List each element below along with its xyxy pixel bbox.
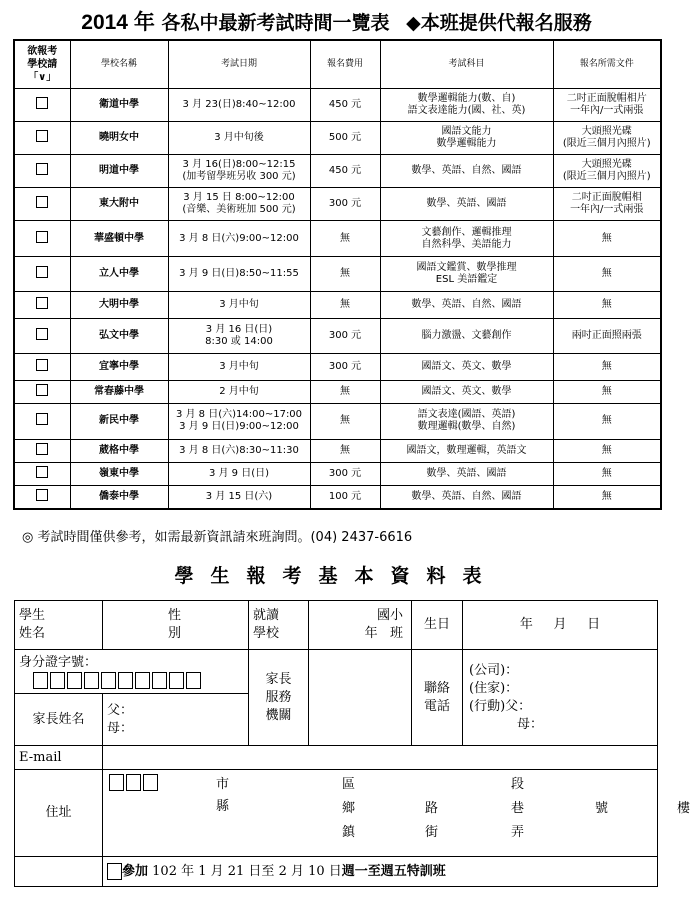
exam-date xyxy=(168,404,310,439)
checkbox[interactable] xyxy=(36,196,48,208)
col-header-check: 欲報考 學校請 「∨」 xyxy=(14,40,70,88)
exam-date xyxy=(168,292,310,319)
exam-fee: 無 xyxy=(310,404,380,439)
select-school-checkbox[interactable] xyxy=(14,354,70,381)
subjects-line: 數學、英語、自然、國語 xyxy=(411,491,522,503)
form-row-student xyxy=(15,601,658,650)
subjects-line: 數學、英語、自然、國語 xyxy=(411,165,522,177)
exam-fee: 無 xyxy=(310,292,380,319)
exam-note: ◎ 考試時間僅供參考，如需最新資訊請來班詢問。(04) 2437-6616 xyxy=(22,530,413,545)
id-digit-box[interactable] xyxy=(84,672,99,689)
docs-line: 無 xyxy=(601,361,612,373)
subjects-line: ESL 美語鑑定 xyxy=(435,274,498,286)
parent-org-label: 家長 服務 機關 xyxy=(249,650,309,746)
required-docs xyxy=(553,354,661,381)
select-school-checkbox[interactable] xyxy=(14,188,70,221)
date-line: 3 月中旬 xyxy=(219,361,259,373)
required-docs xyxy=(553,221,661,256)
form-row-id xyxy=(15,650,658,694)
checkbox[interactable] xyxy=(36,231,48,243)
exam-date xyxy=(168,121,310,154)
school-name: 弘文中學 xyxy=(70,318,168,353)
docs-line: 無 xyxy=(601,232,612,244)
exam-subjects xyxy=(380,462,553,485)
form-row-address xyxy=(15,770,658,857)
subjects-line: 數學、英語、國語 xyxy=(426,468,507,479)
select-school-checkbox[interactable] xyxy=(14,380,70,403)
required-docs xyxy=(553,380,661,403)
date-line: 3 月 23(日)8:40~12:00 xyxy=(182,98,296,110)
select-school-checkbox[interactable] xyxy=(14,318,70,353)
contact-phone-field[interactable]: (公司)： (住家)： (行動)父： 母： xyxy=(463,650,658,746)
docs-line: (限近三個月內照片) xyxy=(562,171,651,183)
exam-fee: 450 元 xyxy=(310,88,380,121)
table-row xyxy=(14,121,661,154)
email-label: E-mail xyxy=(15,746,103,770)
student-info-form xyxy=(14,600,690,887)
exam-fee: 450 元 xyxy=(310,154,380,187)
table-row xyxy=(14,88,661,121)
date-line: 3 月 9 日(日) xyxy=(208,468,270,479)
subjects-line: 數學邏輯能力(數、自) xyxy=(417,92,516,104)
exam-fee: 無 xyxy=(310,380,380,403)
date-line: (加考留學班另收 300 元) xyxy=(182,171,296,183)
table-row xyxy=(14,318,661,353)
date-line: 3 月 9 日(日)8:50~11:55 xyxy=(179,268,299,280)
date-line: 3 月 8 日(六)9:00~12:00 xyxy=(179,232,299,244)
title-year: 2014 年 xyxy=(81,11,155,34)
checkbox[interactable] xyxy=(36,466,48,478)
exam-subjects xyxy=(380,292,553,319)
select-school-checkbox[interactable] xyxy=(14,154,70,187)
required-docs xyxy=(553,88,661,121)
select-school-checkbox[interactable] xyxy=(14,439,70,462)
docs-line: 無 xyxy=(601,444,612,456)
docs-line: 二吋正面脫帽相 xyxy=(571,192,642,204)
school-name: 立人中學 xyxy=(70,256,168,291)
required-docs xyxy=(553,188,661,221)
exam-date xyxy=(168,462,310,485)
docs-line: 一年內/一式兩張 xyxy=(570,204,644,216)
school-label: 就讀 學校 xyxy=(249,601,309,650)
school-name: 嶺東中學 xyxy=(70,462,168,485)
id-digit-box[interactable] xyxy=(169,672,184,689)
select-school-checkbox[interactable] xyxy=(14,486,70,509)
date-line: 3 月中旬 xyxy=(219,299,259,311)
date-line: 3 月 15 日 8:00~12:00 xyxy=(183,192,295,204)
exam-fee: 500 元 xyxy=(310,121,380,154)
parent-name-label: 家長姓名 xyxy=(15,694,103,746)
id-number-cell xyxy=(15,650,249,694)
checkbox[interactable] xyxy=(36,163,48,175)
subjects-line: 數學邏輯能力 xyxy=(436,137,497,149)
subjects-line: 語文表達能力(國、社、英) xyxy=(407,104,526,116)
docs-line: 無 xyxy=(601,415,612,427)
checkbox[interactable] xyxy=(36,97,48,109)
subjects-line: 語文表達(國語、英語) xyxy=(417,409,516,421)
exam-date xyxy=(168,380,310,403)
exam-subjects xyxy=(380,188,553,221)
signup-cell xyxy=(103,857,658,887)
select-school-checkbox[interactable] xyxy=(14,462,70,485)
id-digit-box[interactable] xyxy=(67,672,82,689)
exam-fee: 100 元 xyxy=(310,486,380,509)
id-digit-box[interactable] xyxy=(186,672,201,689)
select-school-checkbox[interactable] xyxy=(14,121,70,154)
docs-line: 無 xyxy=(601,299,612,311)
parent-org-field[interactable] xyxy=(309,650,412,746)
title-text: 各私中最新考試時間一覽表 xyxy=(161,12,390,34)
exam-subjects xyxy=(380,439,553,462)
required-docs xyxy=(553,486,661,509)
table-row xyxy=(14,439,661,462)
exam-fee: 300 元 xyxy=(310,188,380,221)
table-header-row xyxy=(14,40,661,88)
subjects-line: 國語文能力 xyxy=(441,125,492,137)
exam-date xyxy=(168,88,310,121)
exam-subjects xyxy=(380,121,553,154)
id-digit-box[interactable] xyxy=(50,672,65,689)
birthday-field[interactable]: 年 月 日 xyxy=(463,601,658,650)
exam-date xyxy=(168,188,310,221)
student-name-label: 學生 姓名 xyxy=(15,601,103,650)
id-digit-box[interactable] xyxy=(101,672,116,689)
exam-subjects xyxy=(380,404,553,439)
table-row xyxy=(14,188,661,221)
school-name: 明道中學 xyxy=(70,154,168,187)
signup-prefix: 參加 xyxy=(122,863,149,879)
exam-date xyxy=(168,154,310,187)
required-docs xyxy=(553,404,661,439)
date-line: 8:30 或 14:00 xyxy=(205,336,273,348)
docs-line: 大頭照光碟 xyxy=(581,159,632,171)
exam-fee: 300 元 xyxy=(310,318,380,353)
date-line: 3 月 16 日(日) xyxy=(205,324,273,336)
email-field[interactable] xyxy=(103,746,658,770)
required-docs xyxy=(553,318,661,353)
docs-line: 無 xyxy=(601,468,612,479)
exam-date xyxy=(168,256,310,291)
form-row-email xyxy=(15,746,658,770)
checkbox[interactable] xyxy=(36,489,48,501)
table-row xyxy=(14,256,661,291)
date-line: 3 月 16(日)8:00~12:15 xyxy=(182,159,296,171)
checkbox[interactable] xyxy=(36,359,48,371)
date-line: 3 月 15 日(六) xyxy=(205,491,273,503)
school-name: 曉明女中 xyxy=(70,121,168,154)
id-digit-box[interactable] xyxy=(33,672,48,689)
date-line: 3 月 9 日(日)9:00~12:00 xyxy=(179,421,299,433)
signup-checkbox[interactable] xyxy=(107,863,122,880)
docs-line: 一年內/一式兩張 xyxy=(570,104,644,116)
date-line: 3 月中旬後 xyxy=(214,131,264,143)
exam-fee: 300 元 xyxy=(310,462,380,485)
school-name: 葳格中學 xyxy=(70,439,168,462)
school-field[interactable]: 國小 年 班 xyxy=(309,601,412,650)
id-digit-box[interactable] xyxy=(135,672,150,689)
col-header-school: 學校名稱 xyxy=(70,40,168,88)
docs-line: 大頭照光碟 xyxy=(581,125,632,137)
signup-spacer xyxy=(15,857,103,887)
exam-subjects xyxy=(380,88,553,121)
table-row xyxy=(14,221,661,256)
form-title: 學生報考基本資料表 xyxy=(174,565,499,587)
col-header-docs: 報名所需文件 xyxy=(553,40,661,88)
school-name: 新民中學 xyxy=(70,404,168,439)
subjects-line: 自然科學、美語能力 xyxy=(421,238,512,250)
col-header-subjects: 考試科目 xyxy=(380,40,553,88)
school-name: 宜寧中學 xyxy=(70,354,168,381)
exam-date xyxy=(168,439,310,462)
select-school-checkbox[interactable] xyxy=(14,292,70,319)
select-school-checkbox[interactable] xyxy=(14,221,70,256)
col-header-fee: 報名費用 xyxy=(310,40,380,88)
required-docs xyxy=(553,462,661,485)
school-name: 僑泰中學 xyxy=(70,486,168,509)
subjects-line: 文藝創作、邏輯推理 xyxy=(421,226,512,238)
form-row-signup xyxy=(15,857,658,887)
exam-fee: 無 xyxy=(310,439,380,462)
table-row xyxy=(14,486,661,509)
service-note: ◆本班提供代報名服務 xyxy=(406,12,592,34)
checkbox[interactable] xyxy=(36,328,48,340)
subjects-line: 國語文鑑賞、數學推理 xyxy=(416,262,517,274)
checkbox[interactable] xyxy=(36,266,48,278)
school-name: 東大附中 xyxy=(70,188,168,221)
exam-date xyxy=(168,221,310,256)
select-school-checkbox[interactable] xyxy=(14,404,70,439)
docs-line: 無 xyxy=(601,268,612,280)
checkbox[interactable] xyxy=(36,384,48,396)
student-name-field[interactable]: 性 別 xyxy=(103,601,249,650)
exam-subjects xyxy=(380,486,553,509)
address-label: 住址 xyxy=(15,770,103,857)
birthday-label: 生日 xyxy=(412,601,463,650)
signup-dates: 102 年 1 月 21 日至 2 月 10 日 xyxy=(148,863,342,879)
checkbox[interactable] xyxy=(36,443,48,455)
contact-phone-label: 聯絡 電話 xyxy=(412,650,463,746)
exam-subjects xyxy=(380,154,553,187)
col-header-date: 考試日期 xyxy=(168,40,310,88)
table-row xyxy=(14,380,661,403)
required-docs xyxy=(553,439,661,462)
exam-fee: 300 元 xyxy=(310,354,380,381)
table-body xyxy=(14,88,661,509)
signup-suffix: 週一至週五特訓班 xyxy=(341,863,446,879)
school-name: 大明中學 xyxy=(70,292,168,319)
exam-subjects xyxy=(380,354,553,381)
required-docs xyxy=(553,256,661,291)
date-line: (音樂、美術班加 500 元) xyxy=(182,204,296,216)
date-line: 3 月 8 日(六)8:30~11:30 xyxy=(179,444,299,456)
exam-date xyxy=(168,354,310,381)
date-line: 2 月中旬 xyxy=(219,386,259,398)
id-digit-box[interactable] xyxy=(152,672,167,689)
subjects-line: 數理邏輯(數學、自然) xyxy=(417,421,516,433)
page-title xyxy=(0,6,673,36)
id-digit-box[interactable] xyxy=(118,672,133,689)
table-row xyxy=(14,154,661,187)
subjects-line: 國語文、英文、數學 xyxy=(421,386,512,398)
exam-subjects xyxy=(380,318,553,353)
required-docs xyxy=(553,121,661,154)
select-school-checkbox[interactable] xyxy=(14,256,70,291)
table-row xyxy=(14,462,661,485)
exam-schedule-table xyxy=(13,39,662,510)
parent-name-field[interactable]: 父： 母： xyxy=(103,694,249,746)
table-row xyxy=(14,404,661,439)
id-number-label: 身分證字號： xyxy=(19,654,98,670)
docs-line: 二吋正面脫帽相片 xyxy=(566,92,647,104)
exam-subjects xyxy=(380,221,553,256)
subjects-line: 數學、英語、自然、國語 xyxy=(411,299,522,311)
exam-subjects xyxy=(380,256,553,291)
subjects-line: 國語文，數理邏輯，英語文 xyxy=(406,444,527,456)
address-field[interactable]: 市 縣 區 鄉 鎮 段 路 街 巷 弄 號 樓 xyxy=(103,770,658,857)
school-name: 華盛頓中學 xyxy=(70,221,168,256)
school-name: 常春藤中學 xyxy=(70,380,168,403)
docs-line: 無 xyxy=(601,386,612,398)
date-line: 3 月 8 日(六)14:00~17:00 xyxy=(175,409,303,421)
select-school-checkbox[interactable] xyxy=(14,88,70,121)
docs-line: (限近三個月內照片) xyxy=(562,137,651,149)
table-row xyxy=(14,354,661,381)
required-docs xyxy=(553,292,661,319)
exam-subjects xyxy=(380,380,553,403)
checkbox[interactable] xyxy=(36,297,48,309)
subjects-line: 腦力激盪、文藝創作 xyxy=(421,330,512,342)
subjects-line: 國語文、英文、數學 xyxy=(421,361,512,373)
zip-boxes[interactable] xyxy=(109,774,160,792)
docs-line: 兩吋正面照兩張 xyxy=(571,330,642,342)
required-docs xyxy=(553,154,661,187)
checkbox[interactable] xyxy=(36,130,48,142)
exam-fee: 無 xyxy=(310,221,380,256)
exam-fee: 無 xyxy=(310,256,380,291)
table-row xyxy=(14,292,661,319)
docs-line: 無 xyxy=(601,491,612,503)
exam-date xyxy=(168,486,310,509)
exam-date xyxy=(168,318,310,353)
school-name: 衛道中學 xyxy=(70,88,168,121)
id-number-boxes[interactable] xyxy=(19,672,244,690)
checkbox[interactable] xyxy=(36,413,48,425)
subjects-line: 數學、英語、國語 xyxy=(426,198,507,210)
